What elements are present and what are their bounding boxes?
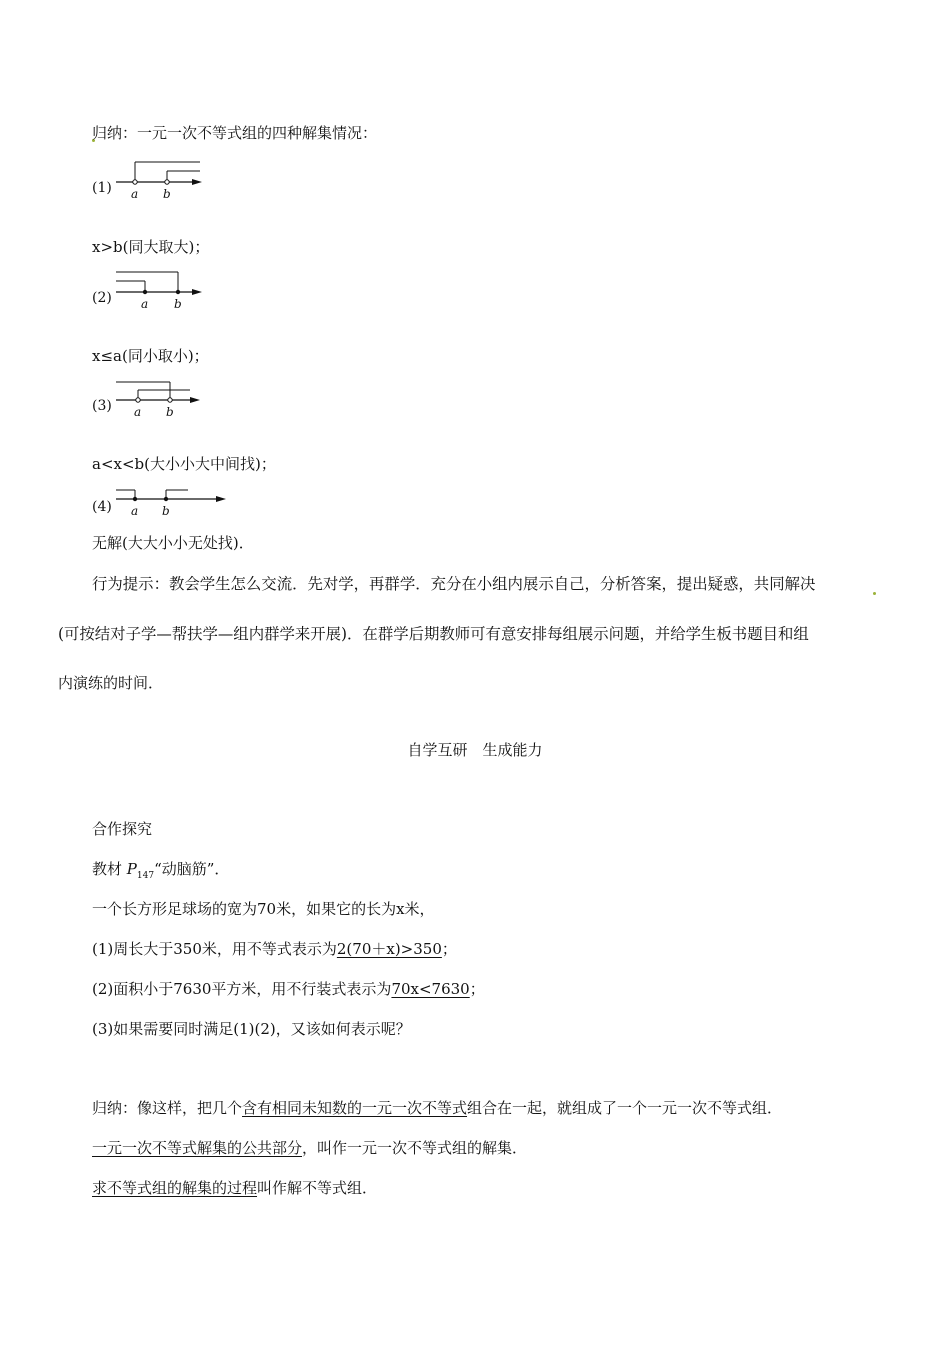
ref-prefix: 教材 bbox=[92, 860, 123, 878]
case-3-result: a<x<b(大小小大中间找)； bbox=[92, 455, 276, 473]
question-text: (2)面积小于7630平方米，用不行装式表示为 bbox=[92, 980, 392, 998]
point-b-label: b bbox=[163, 187, 171, 201]
summary-heading bbox=[92, 123, 377, 143]
case-2-figure bbox=[92, 270, 212, 314]
summary-2-line-2 bbox=[92, 1138, 527, 1158]
point-b-label: b bbox=[166, 405, 174, 419]
answer-blank: 含有相同未知数的一元一次不等式 bbox=[242, 1099, 468, 1117]
answer-blank: 70x<7630 bbox=[391, 980, 470, 998]
case-2-result: x≤a(同小取小)； bbox=[92, 347, 209, 365]
case-number: (4) bbox=[92, 499, 112, 515]
point-a-label: a bbox=[131, 187, 139, 201]
ref-suffix: “动脑筋”． bbox=[154, 860, 230, 878]
behavior-tip-line-3: 内演练的时间． bbox=[58, 674, 164, 692]
summary-text: ，叫作一元一次不等式组的解集． bbox=[302, 1139, 528, 1157]
case-number: (2) bbox=[92, 290, 112, 306]
case-3-figure bbox=[92, 378, 212, 422]
behavior-tip-line-2: (可按结对子学—帮扶学—组内群学来开展)．在群学后期教师可有意安排每组展示问题，并给学生板书题目和组 bbox=[58, 625, 809, 643]
point-b-label: b bbox=[162, 504, 170, 518]
point-a-label: a bbox=[134, 405, 142, 419]
answer-blank: 2(70＋x)>350 bbox=[336, 940, 442, 958]
question-2 bbox=[92, 979, 485, 999]
textbook-reference bbox=[92, 859, 229, 886]
point-a-label: a bbox=[141, 297, 149, 311]
case-number: (1) bbox=[92, 180, 112, 196]
cooperate-title: 合作探究 bbox=[92, 820, 153, 838]
summary-label: 归纳： bbox=[92, 124, 138, 142]
summary-text: 一元一次不等式组的四种解集情况： bbox=[137, 124, 378, 142]
section-title: 自学互研 生成能力 bbox=[407, 741, 543, 759]
summary-text: 归纳：像这样，把几个 bbox=[92, 1099, 243, 1117]
answer-blank: 一元一次不等式解集的公共部分 bbox=[92, 1139, 303, 1157]
question-end: ； bbox=[469, 980, 485, 998]
summary-2-line-1 bbox=[92, 1098, 782, 1118]
number-line-diagram bbox=[114, 270, 214, 314]
page-number: 147 bbox=[136, 871, 155, 881]
summary-2-line-3 bbox=[92, 1178, 377, 1198]
summary-text: 叫作解不等式组． bbox=[257, 1179, 378, 1197]
answer-blank: 求不等式组的解集的过程 bbox=[92, 1179, 258, 1197]
summary-text: 组合在一起，就组成了一个一元一次不等式组． bbox=[467, 1099, 783, 1117]
behavior-tip-line-1: 行为提示：教会学生怎么交流．先对学，再群学．充分在小组内展示自己，分析答案，提出疑惑，共同解决 bbox=[92, 575, 816, 593]
question-1 bbox=[92, 939, 457, 959]
case-number: (3) bbox=[92, 398, 112, 414]
question-3: (3)如果需要同时满足(1)(2)，又该如何表示呢？ bbox=[92, 1020, 411, 1038]
question-text: (1)周长大于350米，用不等式表示为 bbox=[92, 940, 337, 958]
case-4-result: 无解(大大小小无处找)． bbox=[92, 534, 254, 552]
case-1-figure bbox=[92, 160, 212, 204]
question-end: ； bbox=[441, 940, 457, 958]
number-line-diagram bbox=[114, 378, 214, 422]
number-line-diagram bbox=[114, 487, 234, 521]
point-b-label: b bbox=[174, 297, 182, 311]
number-line-diagram bbox=[114, 160, 214, 204]
case-1-result: x>b(同大取大)； bbox=[92, 238, 210, 256]
case-4-figure bbox=[92, 487, 232, 521]
problem-intro: 一个长方形足球场的宽为70米，如果它的长为x米， bbox=[92, 900, 435, 918]
decor-dot bbox=[873, 592, 876, 595]
point-a-label: a bbox=[131, 504, 139, 518]
page-symbol: P bbox=[126, 860, 137, 878]
